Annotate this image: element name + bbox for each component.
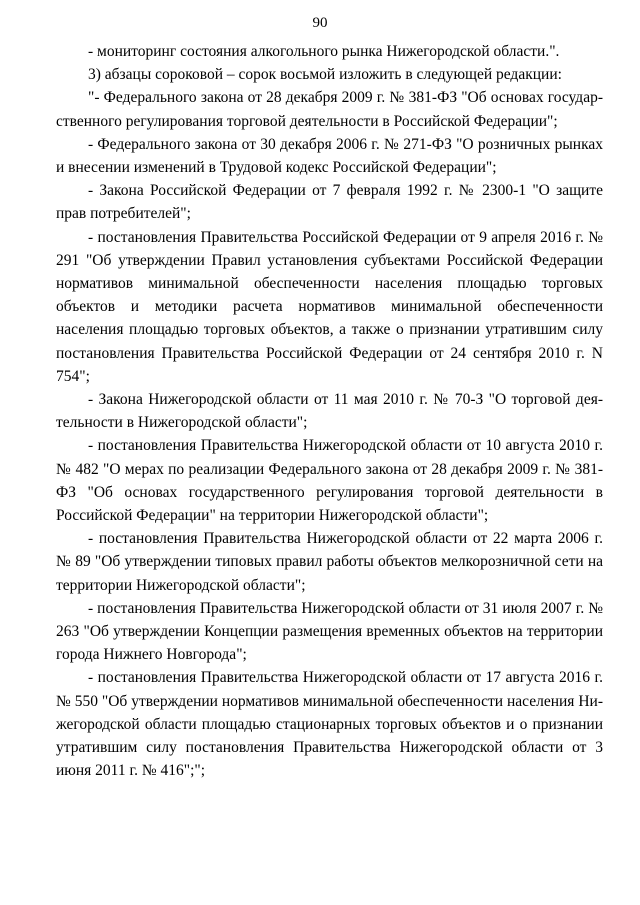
paragraph-decree-263: - постановления Правительства Нижегородской области от 31 июля 2007 г. № 263 "Об утверждении Концепции размещения временных объектов на территории города Нижнего Новгорода"; [56,599,603,664]
paragraph-decree-291: - постановления Правительства Российской Федерации от 9 апреля 2016 г. № 291 "Об утверждении Правил установления субъектами Российской Федерации нормативов минимальной обеспеченности населения площадью торговых объектов и методики расчета нормативов минимальной обеспеченности населения площадью торговых объектов, а также о признании утратившим силу постановления Правительства Российской Федерации от 24 сентября 2010 г. N 754"; [56,228,603,385]
paragraph-law-2300-1: - Закона Российской Федерации от 7 февраля 1992 г. № 2300-1 "О защите прав потребителей"; [56,182,603,223]
document-body [56,40,603,783]
paragraph-federal-law-271: - Федерального закона от 30 декабря 2006 г. № 271-ФЗ "О розничных рынках и внесении изменений в Трудовой кодекс Российской Федерации"; [56,135,603,177]
paragraph-decree-89: - постановления Правительства Нижегородской области от 22 марта 2006 г. № 89 "Об утверждении типовых правил работы объектов мелкорозничной сети на территории Нижегородской области"; [56,530,603,594]
paragraph-monitoring: - мониторинг состояния алкогольного рынка Нижегородской области.". [88,43,560,60]
paragraph-decree-482: - постановления Правительства Нижегородской области от 10 августа 2010 г. № 482 "О мерах по реализации Федерального закона от 28 декабря 2009 г. № 381-ФЗ "Об основах государственного регулирования торговой деятельности в Российской Федерации" на территории Нижегородской области"; [56,437,603,525]
page-number: 90 [312,15,328,31]
paragraph-regional-law-70: - Закона Нижегородской области от 11 мая 2010 г. № 70-З "О торговой деятельности в Нижегородской области"; [56,391,603,432]
paragraph-federal-law-381: "- Федерального закона от 28 декабря 2009 г. № 381-ФЗ "Об основах государственного регулирования торговой деятельности в Российской Федерации"; [56,89,603,130]
paragraph-amendment-intro: 3) абзацы сороковой – сорок восьмой изложить в следующей редакции: [88,66,562,84]
paragraph-decree-550: - постановления Правительства Нижегородской области от 17 августа 2016 г. № 550 "Об утверждении нормативов минимальной обеспеченности населения Нижегородской области площадью стационарных торговых объектов и о признании утратившим силу постановления Правительства Нижегородской области от 3 июня 2011 г. № 416";"; [56,669,603,780]
